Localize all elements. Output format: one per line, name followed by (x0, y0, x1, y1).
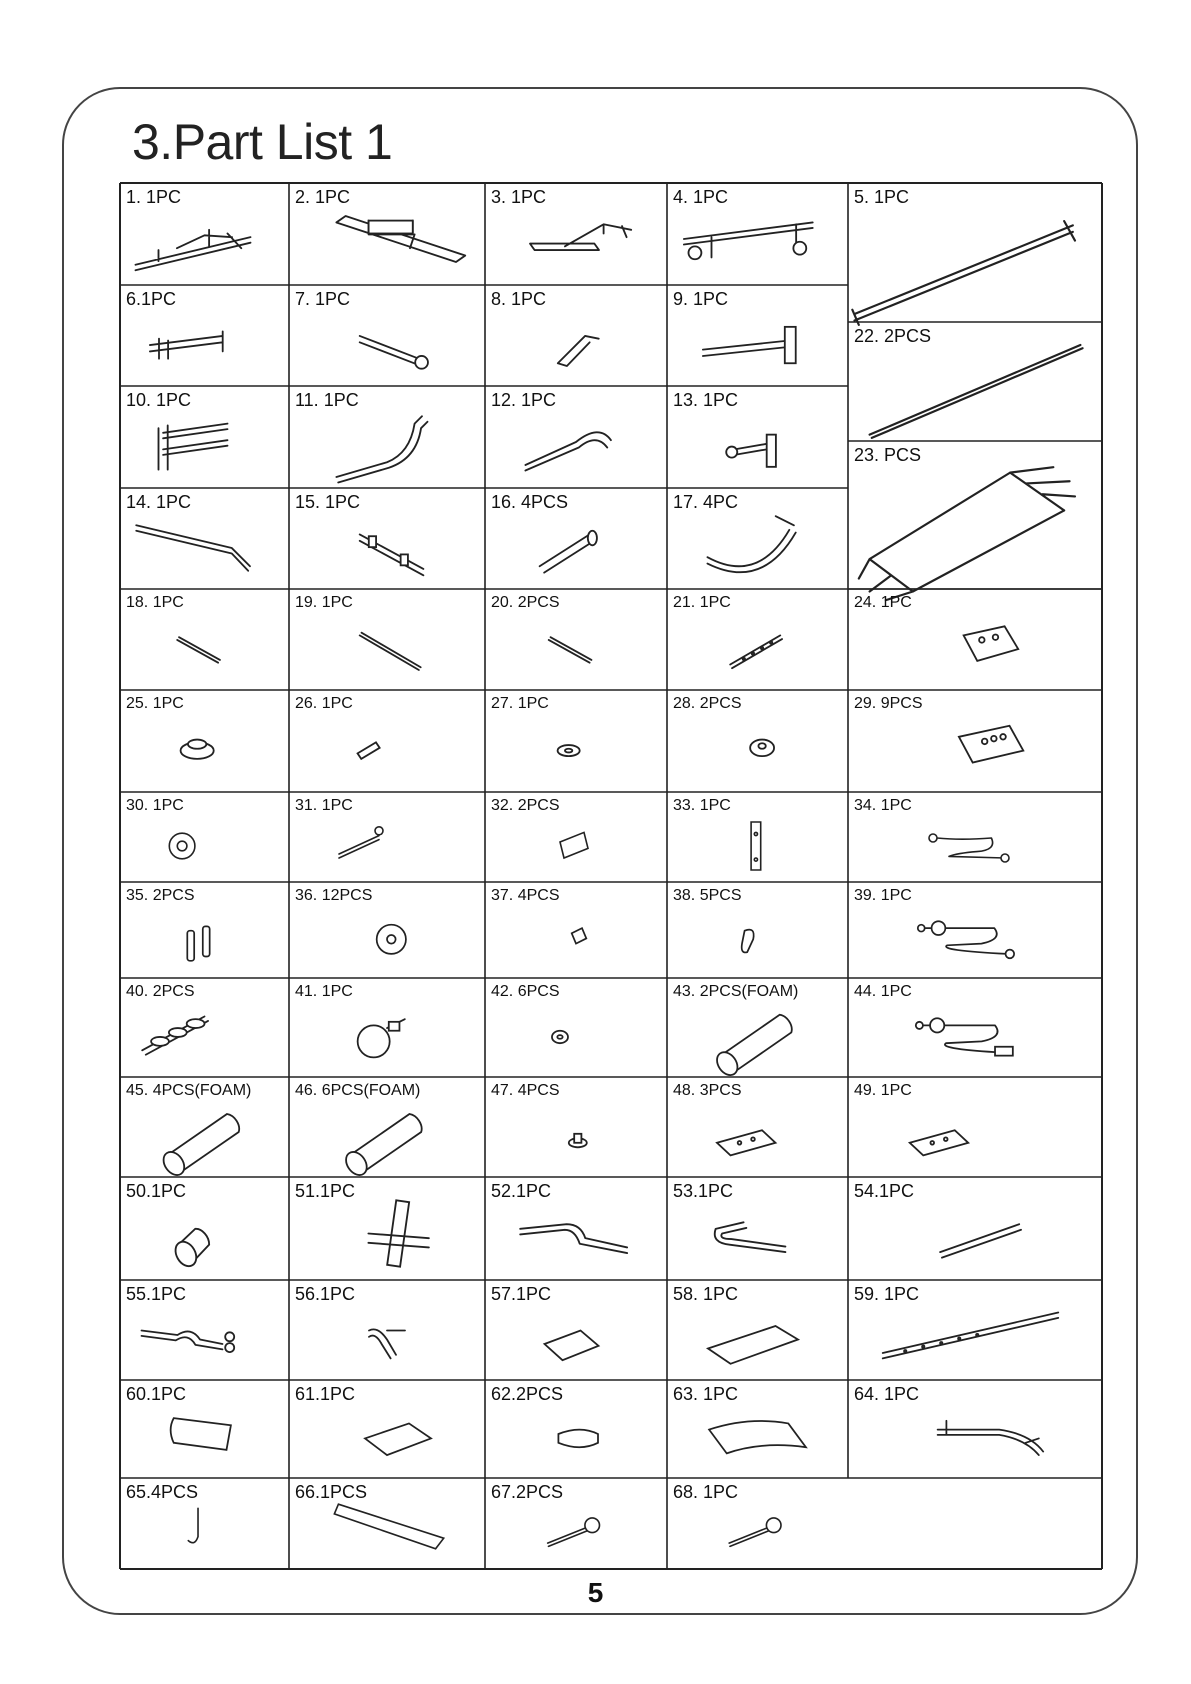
part-label: 41. 1PC (295, 983, 353, 1000)
part-label: 53.1PC (673, 1181, 734, 1201)
part-label: 50.1PC (126, 1181, 187, 1201)
part-label: 65.4PCS (126, 1482, 199, 1502)
part-cell (667, 386, 848, 488)
part-label: 59. 1PC (854, 1284, 920, 1304)
part-cell (848, 1077, 1102, 1177)
part-cell (848, 978, 1102, 1077)
part-cell (289, 882, 485, 978)
part-cell (848, 792, 1102, 882)
part-cell (120, 386, 289, 488)
part-cell (848, 589, 1102, 690)
part-label: 5. 1PC (854, 187, 910, 207)
part-label: 3. 1PC (491, 187, 547, 207)
part-cell (485, 183, 667, 285)
pulley-icon (289, 882, 485, 978)
part-label: 11. 1PC (295, 390, 359, 410)
part-cell (289, 1077, 485, 1177)
part-label: 63. 1PC (673, 1384, 739, 1404)
part-cell (667, 978, 848, 1077)
part-label: 8. 1PC (491, 289, 547, 309)
part-cell (667, 1280, 848, 1380)
foam-sleeve-icon (120, 1177, 289, 1280)
part-cell (120, 690, 289, 792)
part-cell (120, 978, 289, 1077)
part-label: 30. 1PC (126, 797, 184, 814)
part-cell (848, 1380, 1102, 1478)
collar-icon (120, 690, 289, 792)
part-label: 64. 1PC (854, 1384, 920, 1404)
part-cell (289, 792, 485, 882)
part-cell (667, 1380, 848, 1478)
part-cell (848, 183, 1102, 322)
part-cell (848, 1177, 1102, 1280)
part-label: 58. 1PC (673, 1284, 739, 1304)
part-label: 14. 1PC (126, 492, 192, 512)
part-cell (485, 1380, 667, 1478)
part-label: 54.1PC (854, 1181, 915, 1201)
part-cell (289, 183, 485, 285)
t-frame-icon (485, 183, 667, 285)
part-cell (120, 488, 289, 589)
part-cell (485, 1177, 667, 1280)
part-label: 36. 12PCS (295, 887, 373, 904)
part-label: 2. 1PC (295, 187, 351, 207)
curved-arm-icon (289, 386, 485, 488)
part-label: 24. 1PC (854, 594, 912, 611)
bushing-icon (289, 690, 485, 792)
part-label: 29. 9PCS (854, 695, 923, 712)
part-cell (848, 322, 1102, 441)
cable-ladder-icon (848, 441, 1102, 589)
nut-icon (485, 978, 667, 1077)
double-arm-icon (120, 386, 289, 488)
part-cell (289, 978, 485, 1077)
bent-arm-icon (485, 386, 667, 488)
pad-icon (289, 1380, 485, 1478)
part-cell (848, 690, 1102, 792)
part-cell (120, 882, 289, 978)
part-label: 21. 1PC (673, 594, 731, 611)
part-cell (667, 488, 848, 589)
part-cell (120, 1478, 289, 1569)
part-cell (848, 441, 1102, 589)
part-cell (289, 1478, 485, 1569)
long-bar-icon (848, 1280, 1102, 1380)
foam-roller-icon (667, 978, 848, 1077)
back-pad-icon (667, 1280, 848, 1380)
part-cell (485, 1280, 667, 1380)
chain-icon (120, 978, 289, 1077)
rod-icon (289, 589, 485, 690)
part-cell (120, 285, 289, 386)
part-label: 32. 2PCS (491, 797, 560, 814)
leg-developer-icon (120, 1280, 289, 1380)
hinge-bracket-icon (485, 792, 667, 882)
wheeled-base-icon (667, 183, 848, 285)
part-label: 60.1PC (126, 1384, 187, 1404)
part-cell (667, 882, 848, 978)
frame-rail-icon (120, 183, 289, 285)
part-cell (485, 488, 667, 589)
foam-roller-icon (120, 1077, 289, 1177)
part-cell (120, 183, 289, 285)
part-cell (289, 1280, 485, 1380)
bracket-plate-icon (667, 1077, 848, 1177)
part-label: 16. 4PCS (491, 492, 569, 512)
part-label: 67.2PCS (491, 1482, 564, 1502)
part-label: 4. 1PC (673, 187, 729, 207)
part-cell (485, 792, 667, 882)
part-cell (289, 1177, 485, 1280)
top-weight-plate-icon (848, 589, 1102, 690)
part-label: 37. 4PCS (491, 887, 560, 904)
drilled-rod-icon (667, 589, 848, 690)
part-cell (485, 285, 667, 386)
snap-hook-icon (667, 882, 848, 978)
part-label: 48. 3PCS (673, 1082, 742, 1099)
part-cell (485, 589, 667, 690)
seat-bracket-icon (289, 1177, 485, 1280)
small-pad-icon (485, 1380, 667, 1478)
short-rod-icon (485, 589, 667, 690)
pivot-tube-icon (289, 285, 485, 386)
long-bent-bar-icon (120, 488, 289, 589)
part-label: 25. 1PC (126, 695, 184, 712)
curved-strap-icon (667, 488, 848, 589)
part-label: 56.1PC (295, 1284, 356, 1304)
part-label: 52.1PC (491, 1181, 552, 1201)
pop-pin-knob-icon (289, 978, 485, 1077)
part-cell (667, 1077, 848, 1177)
part-label: 46. 6PCS(FOAM) (295, 1082, 421, 1099)
link-plate-icon (120, 882, 289, 978)
part-cell (667, 285, 848, 386)
gear-pulley-icon (120, 792, 289, 882)
part-cell (667, 183, 848, 285)
part-cell (289, 285, 485, 386)
part-label: 62.2PCS (491, 1384, 564, 1404)
part-label: 43. 2PCS(FOAM) (673, 983, 799, 1000)
bracket-plate-icon (848, 1077, 1102, 1177)
part-label: 44. 1PC (854, 983, 912, 1000)
part-label: 68. 1PC (673, 1482, 739, 1502)
part-cell (289, 589, 485, 690)
part-label: 55.1PC (126, 1284, 187, 1304)
part-label: 61.1PC (295, 1384, 356, 1404)
part-label: 33. 1PC (673, 797, 731, 814)
curved-back-pad-icon (667, 1380, 848, 1478)
mount-bracket-icon (667, 386, 848, 488)
part-label: 39. 1PC (854, 887, 912, 904)
long-upright-icon (848, 183, 1102, 322)
part-cell (667, 1478, 848, 1569)
axle-icon (289, 488, 485, 589)
part-label: 19. 1PC (295, 594, 353, 611)
u-bracket-icon (667, 792, 848, 882)
part-cell (485, 1478, 667, 1569)
weight-plate-icon (848, 690, 1102, 792)
rubber-bumper-icon (667, 690, 848, 792)
plate-tube-icon (667, 285, 848, 386)
part-label: 66.1PCS (295, 1482, 368, 1502)
part-label: 20. 2PCS (491, 594, 560, 611)
part-cell (485, 386, 667, 488)
parts-table (120, 183, 1102, 1569)
part-label: 7. 1PC (295, 289, 351, 309)
channel-bar-icon (289, 1478, 485, 1569)
part-label: 9. 1PC (673, 289, 729, 309)
part-label: 38. 5PCS (673, 887, 742, 904)
part-cell (848, 882, 1102, 978)
part-cell (289, 488, 485, 589)
part-cell (120, 1280, 289, 1380)
part-cell (485, 690, 667, 792)
angle-bracket-icon (485, 285, 667, 386)
part-label: 13. 1PC (673, 390, 739, 410)
j-hook-icon (120, 1478, 289, 1569)
part-label: 45. 4PCS(FOAM) (126, 1082, 252, 1099)
ball-cable-icon (848, 882, 1102, 978)
part-label: 1. 1PC (126, 187, 182, 207)
washer-icon (485, 690, 667, 792)
page-number: 5 (587, 1577, 604, 1608)
part-label: 40. 2PCS (126, 983, 195, 1000)
part-label: 57.1PC (491, 1284, 552, 1304)
part-cell (289, 386, 485, 488)
part-cell (667, 589, 848, 690)
part-cell (667, 1177, 848, 1280)
part-label: 12. 1PC (491, 390, 557, 410)
part-cell (485, 1077, 667, 1177)
part-cell (485, 882, 667, 978)
ball-rod-icon (485, 1478, 667, 1569)
part-label: 35. 2PCS (126, 887, 195, 904)
bent-tube-icon (485, 1177, 667, 1280)
part-cell (667, 690, 848, 792)
cable-icon (848, 792, 1102, 882)
base-frame-icon (289, 183, 485, 285)
part-cell (485, 978, 667, 1077)
part-label: 22. 2PCS (854, 326, 932, 346)
part-cell (120, 1380, 289, 1478)
part-label: 17. 4PC (673, 492, 739, 512)
part-label: 18. 1PC (126, 594, 184, 611)
part-label: 15. 1PC (295, 492, 361, 512)
short-rod-icon (120, 589, 289, 690)
part-label: 49. 1PC (854, 1082, 912, 1099)
page-title: 3.Part List 1 (132, 114, 393, 170)
part-cell (289, 690, 485, 792)
u-frame-icon (289, 1280, 485, 1380)
part-label: 27. 1PC (491, 695, 549, 712)
ball-cable-bolt-icon (848, 978, 1102, 1077)
part-label: 31. 1PC (295, 797, 353, 814)
bench-frame-icon (848, 1380, 1102, 1478)
part-label: 10. 1PC (126, 390, 192, 410)
sleeve-icon (485, 882, 667, 978)
seat-pad-icon (485, 1280, 667, 1380)
ball-rod-icon (667, 1478, 848, 1569)
part-cell (120, 589, 289, 690)
curved-pad-icon (120, 1380, 289, 1478)
part-label: 34. 1PC (854, 797, 912, 814)
foam-roller-icon (289, 1077, 485, 1177)
part-cell (848, 1280, 1102, 1380)
straight-tube-icon (848, 1177, 1102, 1280)
part-label: 47. 4PCS (491, 1082, 560, 1099)
hook-tube-icon (667, 1177, 848, 1280)
part-label: 26. 1PC (295, 695, 353, 712)
part-label: 23. PCS (854, 445, 922, 465)
part-cell (289, 1380, 485, 1478)
part-label: 51.1PC (295, 1181, 356, 1201)
part-cell (120, 1077, 289, 1177)
part-cell (667, 792, 848, 882)
selector-pin-icon (289, 792, 485, 882)
bracket-arm-icon (120, 285, 289, 386)
part-cell (120, 792, 289, 882)
foot-cap-icon (485, 1077, 667, 1177)
part-label: 6.1PC (126, 289, 177, 309)
pin-icon (485, 488, 667, 589)
part-cell (120, 1177, 289, 1280)
guide-rod-icon (848, 322, 1102, 441)
part-label: 42. 6PCS (491, 983, 560, 1000)
part-label: 28. 2PCS (673, 695, 742, 712)
